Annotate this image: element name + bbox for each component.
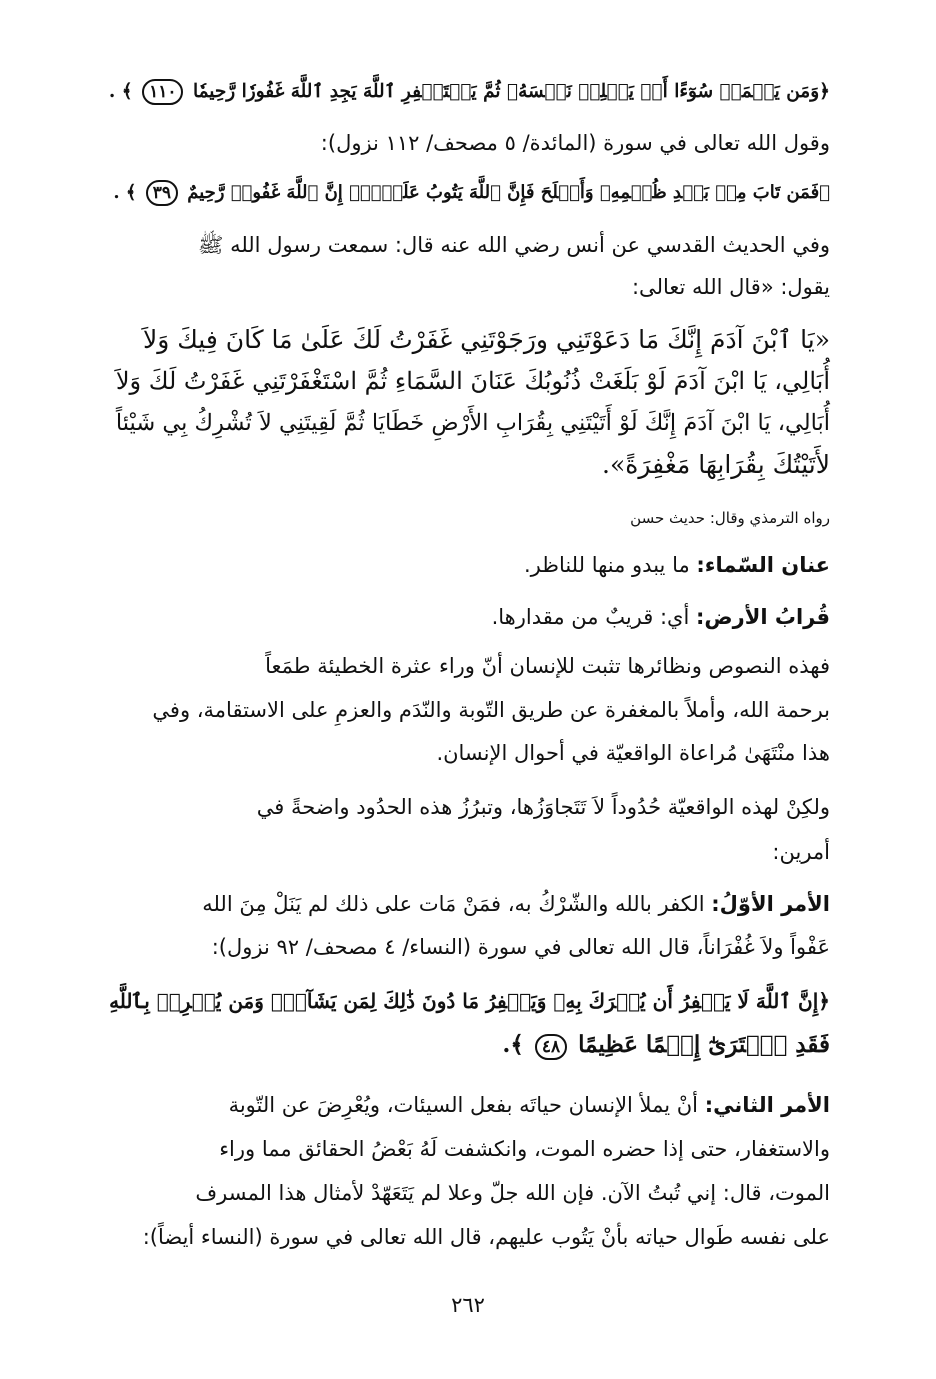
glossary-item [524,547,830,583]
text-line: برحمة الله، وأملاً بالمغفرة عن طريق التّوبة والنّدَم والعزمِ على الاستقامة، وفي [152,698,830,722]
hadith-source: رواه الترمذي وقال: حديث حسن [630,509,830,527]
glossary-term: قُرابُ الأرض: [696,605,830,629]
ayah-number-mark: ١١٠ [142,79,183,105]
text-line: وفي الحديث القدسي عن أنس رضي الله عنه قال: سمعت رسول الله ﷺ [198,233,830,257]
text-line: الموت، قال: إني تُبتُ الآن. فإن الله جلّ وعلا لم يَتَعَهّدْ لأمثال هذا المسرف [195,1181,830,1205]
glossary-definition: أي: قريبٌ من مقدارها. [491,605,690,629]
quran-text: فَقَدِ ٱفۡتَرَىٰٓ إِثۡمًا عَظِيمًا [578,1031,830,1058]
page-number: ٢٦٢ [451,1293,485,1317]
text-line: على نفسه طَوال حياته بأنْ يَتُوب عليهم، قال الله تعالى في سورة (النساء أيضاً): [142,1225,830,1249]
text-line [202,886,830,922]
ayah-number-mark: ٤٨ [535,1034,567,1060]
glossary-item [492,599,830,635]
hadith-line: أُبَالِي، يَا ابْنَ آدَمَ إِنَّكَ لَوْ أَتَيْتَنِي بِقُرَابِ الأَرْضِ خَطَايَا ثُمَّ لَقِيتَنِي لاَ تُشْرِكُ بِي شَيْئاً [115,410,830,436]
quran-close: ﴾. [502,1031,524,1058]
hadith-line: لأَتَيْتُكَ بِقُرَابِهَا مَغْفِرَةً». [602,450,830,479]
quran-verse-line [502,1027,830,1063]
glossary-definition: ما يبدو منها للناظر. [523,553,690,577]
text-line: عَفْواً ولاَ غُفْرَاناً، قال الله تعالى في سورة (النساء/ ٤ مصحف/ ٩٢ نزول): [211,935,830,959]
point-heading: الأمر الثاني: [704,1093,830,1117]
glossary-term: عنان السّماء: [696,553,830,577]
text-line: فهذه النصوص ونظائرها تثبت للإنسان أنّ وراء عثرة الخطيئة طمَعاً [265,654,830,678]
hadith-line: «يَا ٱبْنَ آدَمَ إِنَّكَ مَا دَعَوْتَنِي ورَجَوْتَنِي غَفَرْتُ لَكَ عَلَىٰ مَا كَانَ فِيكَ وَلاَ [142,325,830,354]
quran-text: ﴿فَمَن تَابَ مِنۢ بَعۡدِ ظُلۡمِهِۦ وَأَصۡلَحَ فَإِنَّ ٱللَّهَ يَتُوبُ عَلَيۡهِۚ إِنَّ ٱللَّهَ غَفُورٞ رَّحِيمٌ [187,182,830,203]
text-line: يقول: «قال الله تعالى: [631,275,830,299]
quran-verse-line [113,175,830,211]
text-line: وقول الله تعالى في سورة (المائدة/ ٥ مصحف/ ١١٢ نزول): [320,131,830,155]
point-text: أنْ يملأ الإنسان حياتَه بفعل السيئات، ويُعْرِضَ عن التّوبة [228,1093,699,1117]
text-line: والاستغفار، حتى إذا حضره الموت، وانكشفت لَهُ بَعْضُ الحقائق مما وراء [219,1137,830,1161]
quran-verse-line: ﴿إِنَّ ٱللَّهَ لَا يَغۡفِرُ أَن يُشۡرَكَ بِهِۦ وَيَغۡفِرُ مَا دُونَ ذَٰلِكَ لِمَن يَشَآءُۚ وَمَن يُشۡرِكۡ بِٱللَّهِ [109,989,830,1013]
text-line: هذا منْتَهَىٰ مُراعاة الواقعيّة في أحوال الإنسان. [436,741,830,765]
text-line: ولكِنْ لهذه الواقعيّة حُدُوداً لاَ تَتَجاوَزُها، وتبرُزُ هذه الحدُود واضحةً في [256,795,830,819]
hadith-line: أُبَالِي، يَا ابْنَ آدَمَ لَوْ بَلَغَتْ ذُنُوبُكَ عَنَانَ السَّمَاءِ ثُمَّ اسْتَغْفَرْتَنِي غَفَرْتُ لَكَ وَلاَ [115,367,830,395]
quran-text: ﴿وَمَن يَعۡمَلۡ سُوٓءًا أَوۡ يَظۡلِمۡ نَفۡسَهُۥ ثُمَّ يَسۡتَغۡفِرِ ٱللَّهَ يَجِدِ ٱللَّهَ غَفُورٗا رَّحِيمٗا [192,81,830,102]
point-heading: الأمر الأوّلُ: [711,892,830,916]
text-line [229,1087,830,1123]
quran-close: ﴾ . [108,81,133,102]
point-text: الكفر بالله والشّرْكُ به، فمَنْ مَات على ذلك لم يَنَلْ مِنَ الله [202,892,705,916]
ayah-number-mark: ٣٩ [146,180,178,206]
text-line: أمرين: [772,840,830,864]
quran-close: ﴾ . [113,182,137,203]
quran-verse-line [109,74,830,110]
